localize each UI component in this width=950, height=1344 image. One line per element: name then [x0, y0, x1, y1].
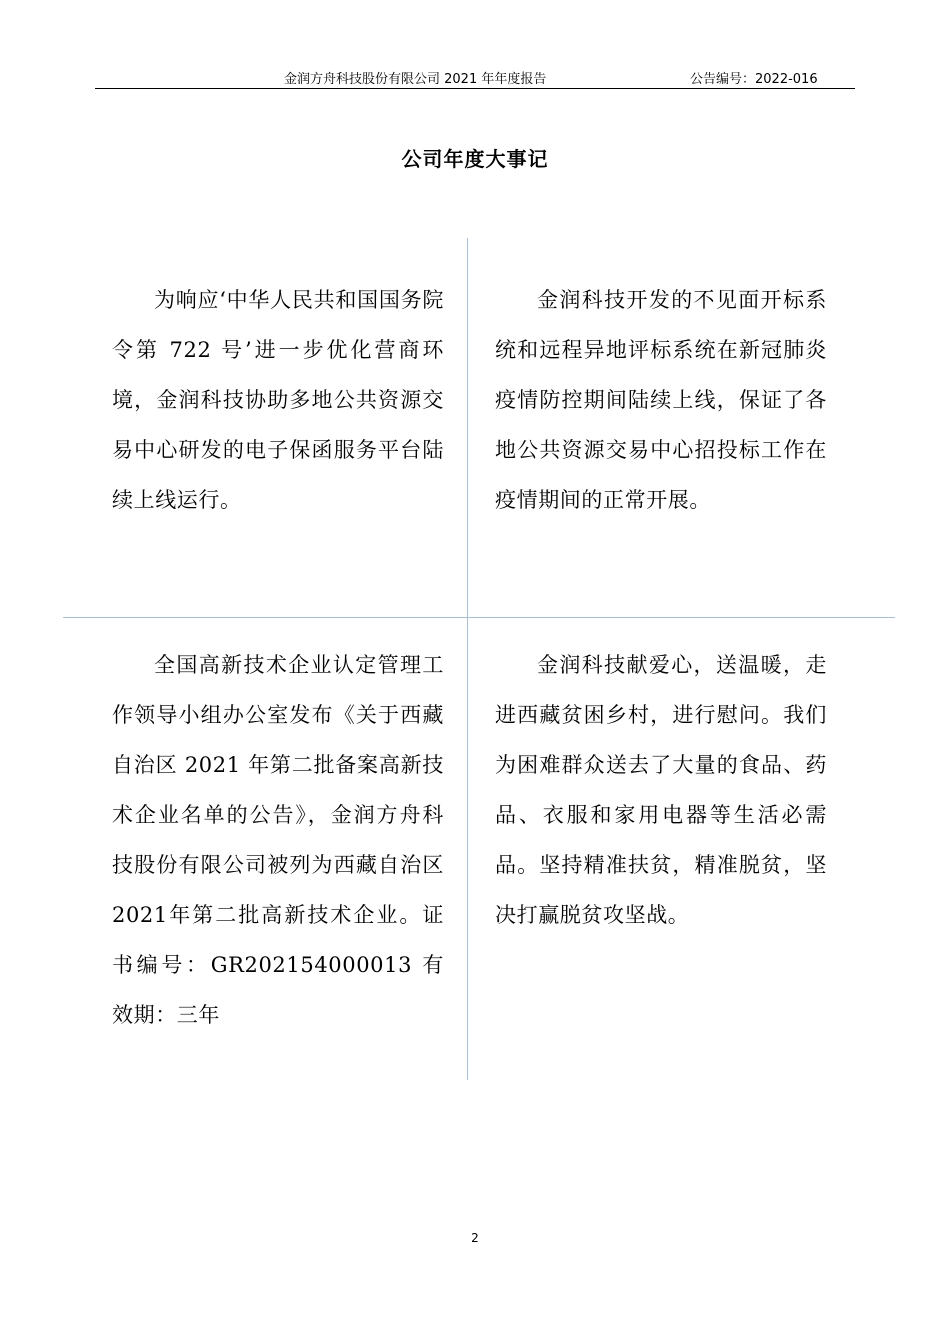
event-top-right: 金润科技开发的不见面开标系统和远程异地评标系统在新冠肺炎疫情防控期间陆续上线，保证了各地公共资源交易中心招投标工作在疫情期间的正常开展。: [495, 288, 827, 512]
announcement-number: 公告编号：2022-016: [690, 72, 818, 87]
event-top-left: 为响应‘中华人民共和国国务院令第 722 号’进一步优化营商环境，金润科技协助多地公共资源交易中心研发的电子保函服务平台陆续上线运行。: [112, 288, 444, 512]
event-bottom-right: 金润科技献爱心，送温暖，走进西藏贫困乡村，进行慰问。我们为困难群众送去了大量的食品、药品、衣服和家用电器等生活必需品。坚持精准扶贫，精准脱贫，坚决打赢脱贫攻坚战。: [495, 653, 827, 927]
page-number: 2: [471, 1231, 479, 1245]
event-bottom-left: 全国高新技术企业认定管理工作领导小组办公室发布《关于西藏自治区 2021 年第二批备案高新技术企业名单的公告》，金润方舟科技股份有限公司被列为西藏自治区2021年第二批高新技术企业。证书编号：GR202154000013 有效期：三年: [112, 653, 444, 1027]
page-header: [0, 66, 950, 88]
horizontal-divider: [63, 617, 895, 618]
page-title: 公司年度大事记: [401, 147, 549, 171]
header-rule: [95, 88, 855, 89]
report-title: 金润方舟科技股份有限公司 2021 年年度报告: [284, 72, 547, 87]
vertical-divider: [467, 238, 468, 1080]
